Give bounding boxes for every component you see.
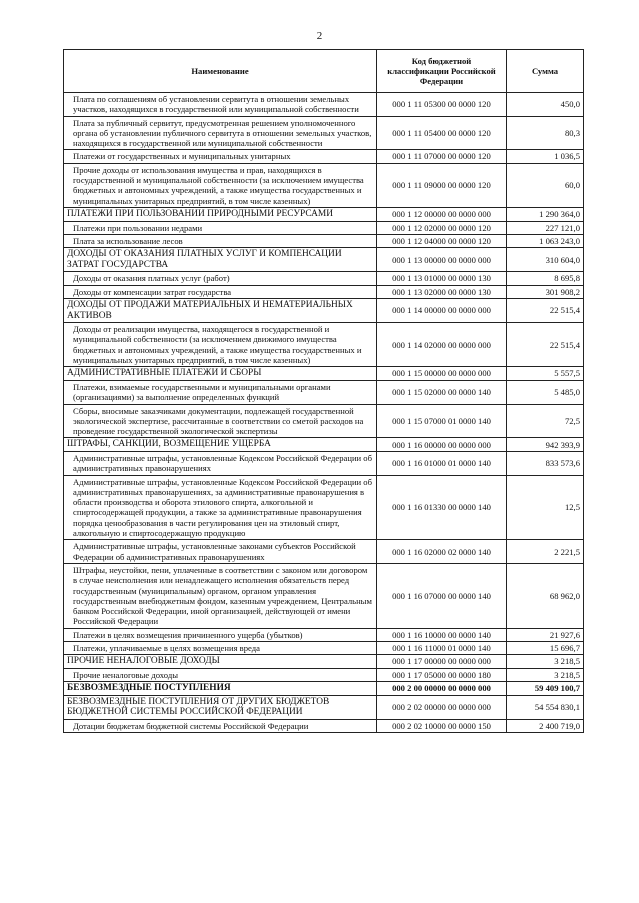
- row-sum: 54 554 830,1: [507, 695, 584, 719]
- table-row: [64, 234, 584, 247]
- row-name: Прочие доходы от использования имущества и прав, находящихся в государственной и муниципальной собственности (за исключением имущества бюджетных и автономных учреждений, а также имущества государственных и муниципальных унитарных предприятий, в том числе казенных): [64, 163, 377, 207]
- table-row: [64, 720, 584, 733]
- table-row: [64, 682, 584, 696]
- row-sum: 5 485,0: [507, 380, 584, 404]
- row-code: 000 1 17 05000 00 0000 180: [377, 668, 507, 681]
- table-row: [64, 628, 584, 641]
- row-sum: 3 218,5: [507, 668, 584, 681]
- row-code: 000 1 14 02000 00 0000 000: [377, 323, 507, 367]
- row-code: 000 2 02 10000 00 0000 150: [377, 720, 507, 733]
- header-name: Наименование: [64, 50, 377, 93]
- table-row: [64, 540, 584, 564]
- row-code: 000 1 12 04000 00 0000 120: [377, 234, 507, 247]
- table-row: [64, 563, 584, 628]
- table-row: [64, 655, 584, 669]
- row-sum: 3 218,5: [507, 655, 584, 669]
- row-name: Платежи в целях возмещения причиненного ущерба (убытков): [64, 628, 377, 641]
- table-row: [64, 221, 584, 234]
- table-row: [64, 163, 584, 207]
- revenue-table: [63, 49, 584, 733]
- row-name: Плата за публичный сервитут, предусмотренная решением уполномоченного органа об установлении публичного сервитута в отношении земельных участков, находящихся в государственной или муниципальной собственности: [64, 116, 377, 150]
- row-sum: 8 695,8: [507, 272, 584, 285]
- header-code: Код бюджетной классификации Российской Федерации: [377, 50, 507, 93]
- row-name: Административные штрафы, установленные Кодексом Российской Федерации об административных правонарушениях, за административные правонарушения в области производства и оборота этилового спирта, алкогольной и спиртосодержащей продукции, а также за административные правонарушения порядка ценообразования в части регулирования цен на этиловый спирт, алкогольную и спиртосодержащую продукцию: [64, 475, 377, 540]
- row-name: Доходы от компенсации затрат государства: [64, 285, 377, 298]
- table-row: [64, 438, 584, 452]
- row-code: 000 2 02 00000 00 0000 000: [377, 695, 507, 719]
- table-row: [64, 298, 584, 322]
- table-row: [64, 642, 584, 655]
- row-sum: 310 604,0: [507, 248, 584, 272]
- row-name: Доходы от оказания платных услуг (работ): [64, 272, 377, 285]
- row-code: 000 1 13 01000 00 0000 130: [377, 272, 507, 285]
- table-row: [64, 285, 584, 298]
- row-sum: 59 409 100,7: [507, 682, 584, 696]
- row-sum: 1 063 243,0: [507, 234, 584, 247]
- table-row: [64, 93, 584, 117]
- row-code: 000 1 16 00000 00 0000 000: [377, 438, 507, 452]
- row-name: Плата по соглашениям об установлении сервитута в отношении земельных участков, находящихся в государственной или муниципальной собственности: [64, 93, 377, 117]
- row-name: ДОХОДЫ ОТ ОКАЗАНИЯ ПЛАТНЫХ УСЛУГ И КОМПЕНСАЦИИ ЗАТРАТ ГОСУДАРСТВА: [64, 248, 377, 272]
- table-header-row: [64, 50, 584, 93]
- row-sum: 1 036,5: [507, 150, 584, 163]
- row-name: Платежи от государственных и муниципальных унитарных: [64, 150, 377, 163]
- row-sum: 80,3: [507, 116, 584, 150]
- row-name: Доходы от реализации имущества, находящегося в государственной и муниципальной собственности (за исключением движимого имущества бюджетных и автономных учреждений, а также имущества государственных и муниципальных унитарных предприятий, в том числе казенных): [64, 323, 377, 367]
- row-sum: 301 908,2: [507, 285, 584, 298]
- table-row: [64, 367, 584, 381]
- row-sum: 60,0: [507, 163, 584, 207]
- table-row: [64, 116, 584, 150]
- row-name: Прочие неналоговые доходы: [64, 668, 377, 681]
- row-code: 000 1 16 11000 01 0000 140: [377, 642, 507, 655]
- row-name: БЕЗВОЗМЕЗДНЫЕ ПОСТУПЛЕНИЯ: [64, 682, 377, 696]
- row-sum: 22 515,4: [507, 298, 584, 322]
- row-code: 000 1 15 07000 01 0000 140: [377, 404, 507, 438]
- row-sum: 68 962,0: [507, 563, 584, 628]
- row-code: 000 1 11 07000 00 0000 120: [377, 150, 507, 163]
- row-sum: 2 221,5: [507, 540, 584, 564]
- row-code: 000 1 11 05300 00 0000 120: [377, 93, 507, 117]
- row-name: Штрафы, неустойки, пени, уплаченные в соответствии с законом или договором в случае неисполнения или ненадлежащего исполнения обязательств перед государственным (муниципальным) органом, органом управления государственным внебюджетным фондом, казенным учреждением, Центральным банком Российской Федерации, иной организацией, действующей от имени Российской Федерации: [64, 563, 377, 628]
- table-body: [64, 93, 584, 733]
- row-code: 000 1 11 05400 00 0000 120: [377, 116, 507, 150]
- row-name: ПРОЧИЕ НЕНАЛОГОВЫЕ ДОХОДЫ: [64, 655, 377, 669]
- row-code: 000 1 15 00000 00 0000 000: [377, 367, 507, 381]
- row-code: 000 1 12 02000 00 0000 120: [377, 221, 507, 234]
- row-code: 000 1 13 00000 00 0000 000: [377, 248, 507, 272]
- row-name: Плата за использование лесов: [64, 234, 377, 247]
- row-name: ДОХОДЫ ОТ ПРОДАЖИ МАТЕРИАЛЬНЫХ И НЕМАТЕРИАЛЬНЫХ АКТИВОВ: [64, 298, 377, 322]
- table-row: [64, 695, 584, 719]
- row-name: Административные штрафы, установленные законами субъектов Российской Федерации об административных правонарушениях: [64, 540, 377, 564]
- row-sum: 942 393,9: [507, 438, 584, 452]
- row-code: 000 1 16 01330 00 0000 140: [377, 475, 507, 540]
- header-sum: Сумма: [507, 50, 584, 93]
- row-code: 000 1 14 00000 00 0000 000: [377, 298, 507, 322]
- table-row: [64, 248, 584, 272]
- row-name: Платежи, уплачиваемые в целях возмещения вреда: [64, 642, 377, 655]
- table-row: [64, 404, 584, 438]
- row-sum: 5 557,5: [507, 367, 584, 381]
- row-code: 000 1 15 02000 00 0000 140: [377, 380, 507, 404]
- row-code: 000 1 16 10000 00 0000 140: [377, 628, 507, 641]
- row-name: Дотации бюджетам бюджетной системы Российской Федерации: [64, 720, 377, 733]
- row-sum: 450,0: [507, 93, 584, 117]
- row-name: ШТРАФЫ, САНКЦИИ, ВОЗМЕЩЕНИЕ УЩЕРБА: [64, 438, 377, 452]
- row-sum: 1 290 364,0: [507, 207, 584, 221]
- row-code: 000 1 16 01000 01 0000 140: [377, 451, 507, 475]
- table-row: [64, 272, 584, 285]
- row-sum: 227 121,0: [507, 221, 584, 234]
- row-code: 000 1 16 07000 00 0000 140: [377, 563, 507, 628]
- row-code: 000 2 00 00000 00 0000 000: [377, 682, 507, 696]
- row-code: 000 1 17 00000 00 0000 000: [377, 655, 507, 669]
- row-name: Сборы, вносимые заказчиками документации, подлежащей государственной экологической экспертизе, рассчитанные в соответствии со сметой расходов на проведение государственной экологической экспертизы: [64, 404, 377, 438]
- row-sum: 12,5: [507, 475, 584, 540]
- row-name: АДМИНИСТРАТИВНЫЕ ПЛАТЕЖИ И СБОРЫ: [64, 367, 377, 381]
- row-sum: 833 573,6: [507, 451, 584, 475]
- row-sum: 2 400 719,0: [507, 720, 584, 733]
- row-name: БЕЗВОЗМЕЗДНЫЕ ПОСТУПЛЕНИЯ ОТ ДРУГИХ БЮДЖЕТОВ БЮДЖЕТНОЙ СИСТЕМЫ РОССИЙСКОЙ ФЕДЕРАЦИИ: [64, 695, 377, 719]
- row-code: 000 1 12 00000 00 0000 000: [377, 207, 507, 221]
- table-row: [64, 475, 584, 540]
- row-sum: 72,5: [507, 404, 584, 438]
- row-code: 000 1 16 02000 02 0000 140: [377, 540, 507, 564]
- row-sum: 15 696,7: [507, 642, 584, 655]
- table-row: [64, 323, 584, 367]
- page-number: 2: [316, 30, 323, 42]
- table-row: [64, 150, 584, 163]
- table-row: [64, 451, 584, 475]
- row-name: ПЛАТЕЖИ ПРИ ПОЛЬЗОВАНИИ ПРИРОДНЫМИ РЕСУРСАМИ: [64, 207, 377, 221]
- row-sum: 22 515,4: [507, 323, 584, 367]
- row-code: 000 1 11 09000 00 0000 120: [377, 163, 507, 207]
- row-name: Платежи при пользовании недрами: [64, 221, 377, 234]
- row-sum: 21 927,6: [507, 628, 584, 641]
- row-code: 000 1 13 02000 00 0000 130: [377, 285, 507, 298]
- table-row: [64, 668, 584, 681]
- row-name: Административные штрафы, установленные Кодексом Российской Федерации об административных правонарушениях: [64, 451, 377, 475]
- table-row: [64, 207, 584, 221]
- table-row: [64, 380, 584, 404]
- row-name: Платежи, взимаемые государственными и муниципальными органами (организациями) за выполнение определенных функций: [64, 380, 377, 404]
